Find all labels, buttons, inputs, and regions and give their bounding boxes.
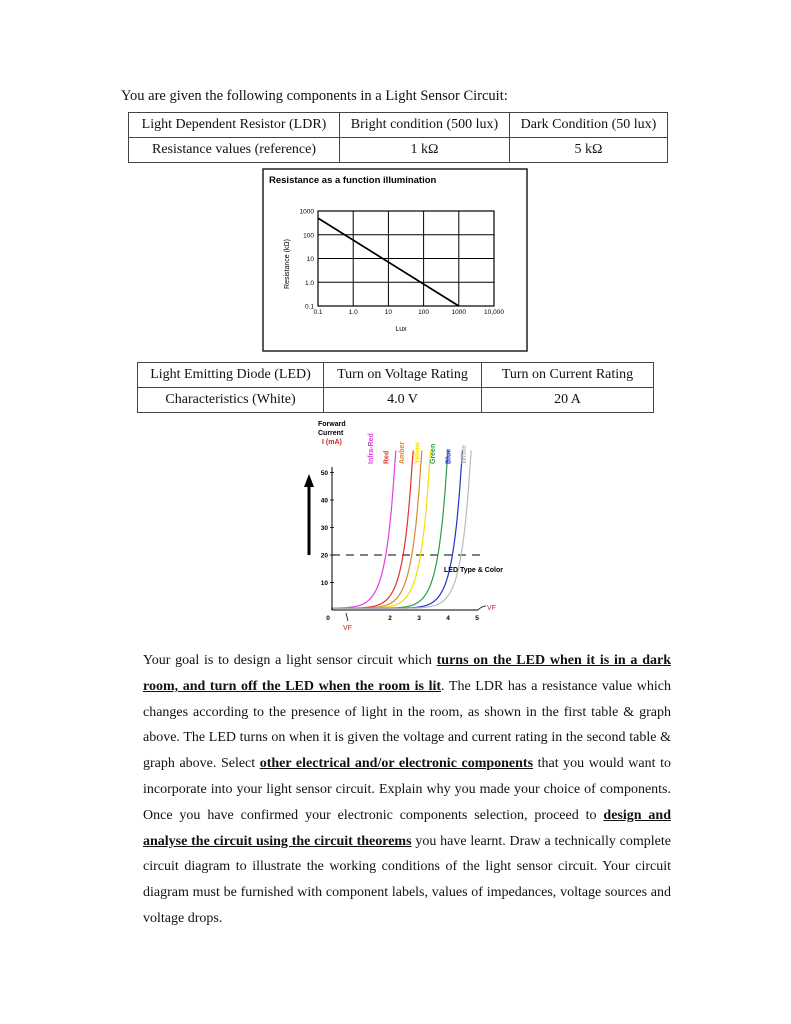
y-tick-label: 100 (303, 232, 314, 240)
table-row (138, 363, 654, 388)
table-row (129, 113, 668, 138)
y-axis-label-line1: Forward (318, 421, 346, 428)
y-tick-label: 10 (306, 256, 314, 263)
emphasis-text: turns on the LED when it is in a dark room, and turn off the LED when the room is lit (143, 653, 671, 694)
x-tick-label: 10 (384, 309, 393, 316)
x-tick-label: 10,000 (484, 309, 504, 316)
knee-voltage-label: VF (343, 625, 352, 632)
led-curve-amber (332, 451, 422, 611)
led-table (137, 362, 654, 413)
led-curve-infra-red (332, 451, 396, 611)
y-tick-label: 20 (320, 552, 328, 560)
x-axis-label: Lux (395, 326, 407, 333)
table-cell: 4.0 V (324, 388, 482, 413)
table-cell: 5 kΩ (510, 138, 668, 163)
y-tick-label: 1000 (299, 208, 314, 216)
legend-title: LED Type & Color (444, 567, 503, 574)
x-tick-label: 100 (418, 309, 430, 316)
text-run: Your goal is to design a light sensor circuit which (143, 653, 437, 668)
chart-frame (263, 169, 527, 351)
text-run: you have learnt. Draw a technically complete circuit diagram to illustrate the working conditions of the light sensor circuit. Your circuit diagram must be furnished with component labels, values of impedances, voltage sources and voltage drops. (143, 833, 671, 926)
series-label: Green (430, 443, 437, 464)
instructions-paragraph (143, 648, 671, 932)
x-tick-label: 5 (475, 615, 479, 622)
y-tick-label: 30 (320, 525, 328, 532)
led-iv-chart (296, 415, 506, 643)
emphasis-text: other electrical and/or electronic components (259, 756, 534, 772)
series-label: Amber (399, 441, 406, 464)
series-label: Infra-Red (368, 433, 375, 464)
x-tick-label: 3 (417, 615, 421, 622)
table-row (138, 388, 654, 413)
x-tick-label: 1000 (451, 309, 467, 316)
table-cell: Turn on Current Rating (482, 363, 654, 388)
x-tick-label: 4 (446, 615, 450, 622)
table-cell: Turn on Voltage Rating (324, 363, 482, 388)
y-tick-label: 10 (320, 580, 328, 587)
series-label: Yellow (414, 442, 422, 464)
table-cell: Resistance values (reference) (129, 138, 340, 163)
x-tick-label: 0.1 (313, 309, 323, 316)
led-curve-green (332, 451, 448, 611)
led-curve-red (332, 451, 413, 611)
text-run: that you would want to incorporate into your light sensor circuit. Explain why you made your choice of components. Once you have confirmed your electronic components selection, proceed to (143, 756, 671, 823)
y-axis-label-line2: Current (318, 430, 344, 437)
series-label: White (461, 444, 468, 464)
table-cell: Light Dependent Resistor (LDR) (129, 113, 340, 138)
chart-title: Resistance as a function illumination (269, 175, 437, 186)
vf-x-pointer (478, 606, 486, 610)
y-tick-label: 1.0 (304, 279, 314, 287)
table-row (129, 138, 668, 163)
increase-arrow-head (304, 474, 314, 487)
table-cell: Characteristics (White) (138, 388, 324, 413)
text-run: . The LDR has a resistance value which changes according to the presence of light in the room, as shown in the first table & graph above. The LED turns on when it is given the voltage and current rating in the second table & graph above. Select (143, 678, 671, 772)
table-cell: 1 kΩ (340, 138, 510, 163)
chart-ticks (321, 470, 479, 622)
emphasis-text: design and analyse the circuit using the circuit theorems (143, 807, 671, 849)
table-cell: Light Emitting Diode (LED) (138, 363, 324, 388)
ldr-table (128, 112, 668, 163)
x-tick-label: 0 (326, 615, 330, 622)
y-tick-label: 40 (320, 497, 328, 505)
ldr-resistance-chart (262, 168, 528, 352)
vf-knee-pointer (346, 613, 348, 621)
intro-text: You are given the following components in a Light Sensor Circuit: (121, 88, 508, 104)
table-cell: Bright condition (500 lux) (340, 113, 510, 138)
series-labels (368, 433, 468, 464)
x-tick-label: 2 (388, 615, 392, 622)
x-tick-label: 1.0 (348, 309, 358, 316)
table-cell: 20 A (482, 388, 654, 413)
table-cell: Dark Condition (50 lux) (510, 113, 668, 138)
y-tick-label: 0.1 (304, 303, 314, 311)
y-axis-label-line3: I (mA) (322, 439, 342, 446)
series-label: Red (383, 450, 391, 464)
series-label: Blue (445, 448, 453, 464)
y-axis-label: Resistance (kΩ) (284, 239, 291, 289)
y-tick-label: 50 (320, 470, 328, 477)
x-axis-label: VF (487, 605, 496, 612)
